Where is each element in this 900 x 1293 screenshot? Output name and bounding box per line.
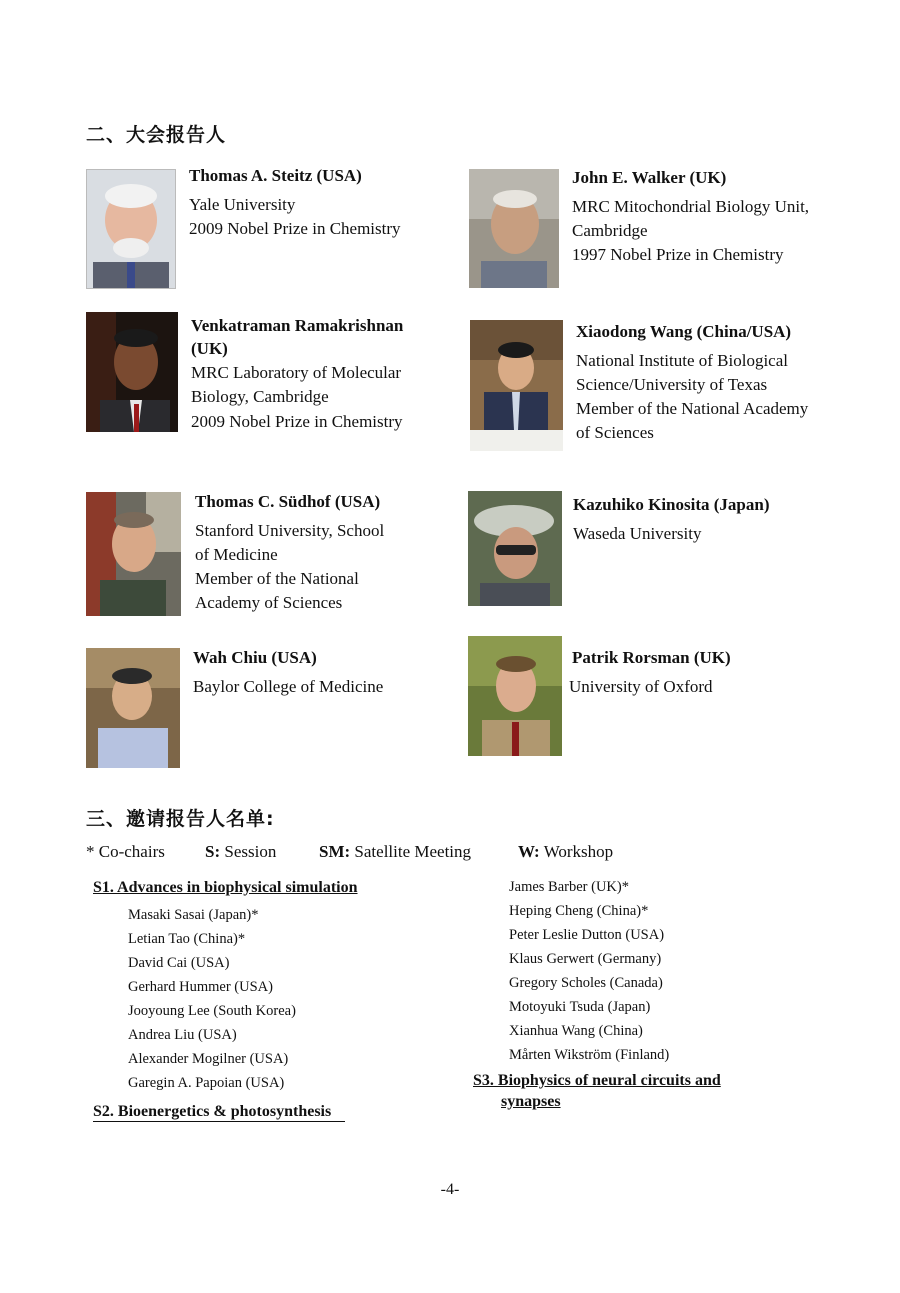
session-member: Klaus Gerwert (Germany) [509,951,662,967]
section-3-heading: 三、邀请报告人名单: [86,808,275,830]
speaker-name: Thomas C. Südhof (USA) [195,492,381,511]
section-2-heading: 二、大会报告人 [86,124,227,146]
speaker-name: John E. Walker (UK) [572,168,727,187]
session-title-s3-cont: synapses [501,1093,561,1110]
session-member: Letian Tao (China)* [128,931,246,947]
speaker-affiliation: Baylor College of Medicine [193,677,384,696]
legend-value: Workshop [543,842,614,861]
session-member: Garegin A. Papoian (USA) [128,1075,285,1091]
page-number: -4- [440,1181,460,1198]
speaker-name: (UK) [191,339,228,358]
speaker-name: Wah Chiu (USA) [193,648,317,667]
speaker-photo-ramakrishnan [86,312,178,432]
speaker-photo-rorsman [468,636,562,756]
session-member: Alexander Mogilner (USA) [128,1051,289,1067]
speaker-name: Venkatraman Ramakrishnan [191,316,404,335]
speaker-affiliation: Cambridge [572,221,648,240]
speaker-award: Member of the National Academy [576,399,809,418]
speaker-affiliation: of Medicine [195,545,278,564]
legend-value: Session [224,842,277,861]
session-member: Heping Cheng (China)* [509,903,649,919]
speaker-affiliation: Biology, Cambridge [191,387,329,406]
speaker-award: 1997 Nobel Prize in Chemistry [572,245,784,264]
speaker-affiliation: National Institute of Biological [576,351,788,370]
speaker-name: Thomas A. Steitz (USA) [189,166,362,185]
speaker-award: Member of the National [195,569,359,588]
legend-satellite [319,842,471,862]
speaker-affiliation: MRC Laboratory of Molecular [191,363,402,382]
speaker-photo-wang [470,320,563,451]
speaker-award: of Sciences [576,423,654,442]
speaker-photo-chiu [86,648,180,768]
session-title-s3: S3. Biophysics of neural circuits and [473,1072,721,1089]
legend-key: S: [205,842,221,861]
session-member: Mårten Wikström (Finland) [509,1047,670,1063]
session-title-s1: S1. Advances in biophysical simulation [93,879,358,896]
speaker-affiliation: MRC Mitochondrial Biology Unit, [572,197,810,216]
session-member: David Cai (USA) [128,955,230,971]
session-member: Motoyuki Tsuda (Japan) [509,999,651,1015]
speaker-award: 2009 Nobel Prize in Chemistry [189,219,401,238]
speaker-name: Xiaodong Wang (China/USA) [576,322,792,341]
speaker-affiliation: Science/University of Texas [576,375,768,394]
session-member: Gregory Scholes (Canada) [509,975,663,991]
legend-session [205,842,276,862]
legend-key: W: [518,842,540,861]
session-member: Andrea Liu (USA) [128,1027,237,1043]
session-member: Jooyoung Lee (South Korea) [128,1003,296,1019]
speaker-affiliation: University of Oxford [569,677,713,696]
speaker-name: Patrik Rorsman (UK) [572,648,731,667]
speaker-affiliation: Waseda University [573,524,702,543]
session-member: Gerhard Hummer (USA) [128,979,273,995]
speaker-photo-steitz [86,169,176,289]
speaker-award: 2009 Nobel Prize in Chemistry [191,412,403,431]
speaker-photo-sudhof [86,492,181,616]
speaker-affiliation: Yale University [189,195,296,214]
session-member: Masaki Sasai (Japan)* [128,907,259,923]
speaker-affiliation: Stanford University, School [195,521,385,540]
speaker-award: Academy of Sciences [195,593,343,612]
speaker-photo-kinosita [468,491,562,606]
session-member: Xianhua Wang (China) [509,1023,643,1039]
legend-key: SM: [319,842,351,861]
speaker-name: Kazuhiko Kinosita (Japan) [573,495,770,514]
legend-value: Satellite Meeting [354,842,472,861]
speaker-photo-walker [469,169,559,288]
session-member: Peter Leslie Dutton (USA) [509,927,665,943]
legend-workshop [518,842,613,862]
session-member: James Barber (UK)* [509,879,629,895]
session-title-s2: S2. Bioenergetics & photosynthesis [93,1103,345,1122]
legend-cochairs: * Co-chairs [86,842,165,861]
